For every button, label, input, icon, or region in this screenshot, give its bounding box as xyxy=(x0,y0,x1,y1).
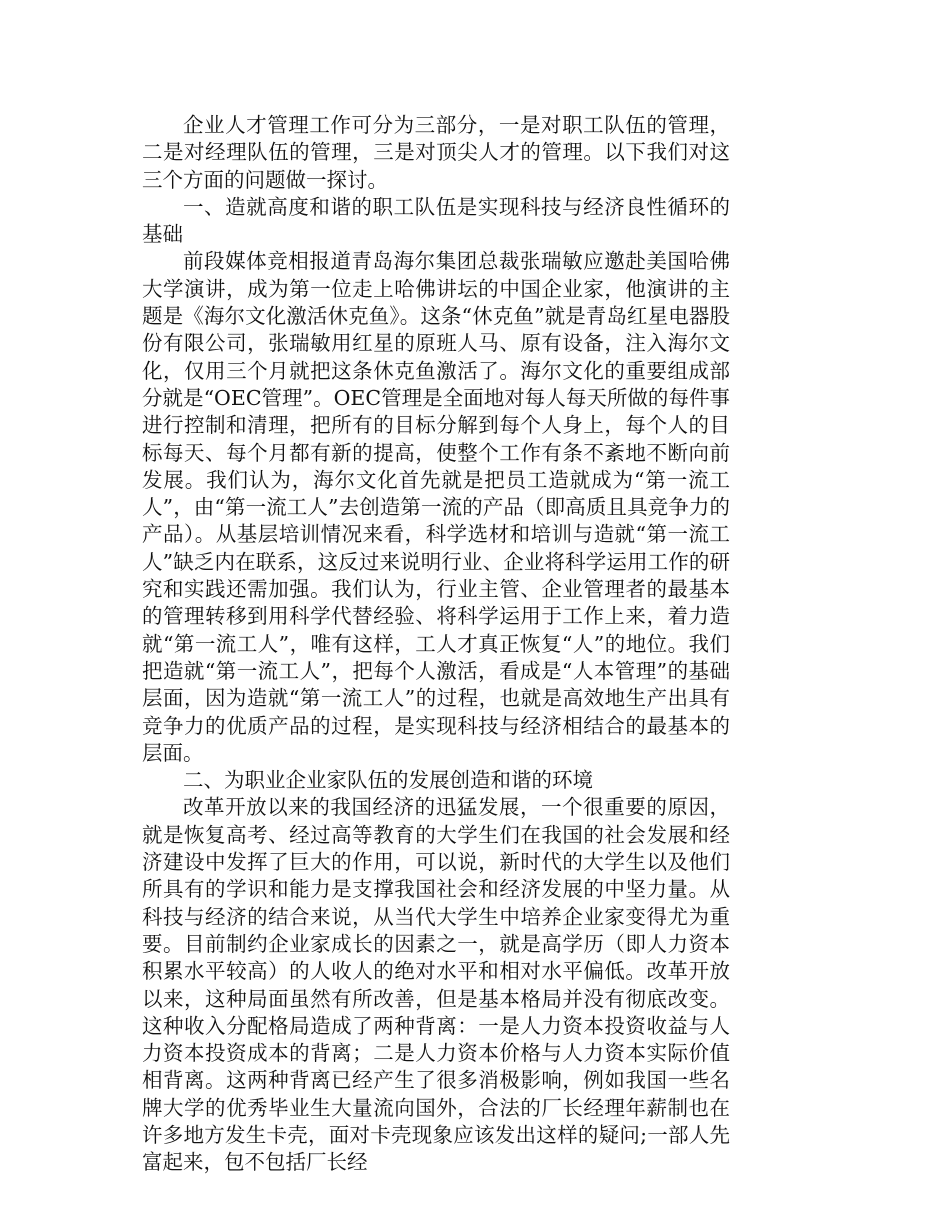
intro-paragraph: 企业人才管理工作可分为三部分，一是对职工队伍的管理，二是对经理队伍的管理，三是对顶尖人才的管理。以下我们对这三个方面的问题做一探讨。 xyxy=(142,113,730,192)
body-paragraph-entrepreneurs: 改革开放以来的我国经济的迅猛发展，一个很重要的原因，就是恢复高考、经过高等教育的大学生们在我国的社会发展和经济建设中发挥了巨大的作用，可以说，新时代的大学生以及他们所具有的学识和能力是支撑我国社会和经济发展的中坚力量。从科技与经济的结合来说，从当代大学生中培养企业家变得尤为重要。目前制约企业家成长的因素之一，就是高学历（即人力资本积累水平较高）的人收人的绝对水平和相对水平偏低。改革开放以来，这种局面虽然有所改善，但是基本格局并没有彻底改变。这种收入分配格局造成了两种背离：一是人力资本投资收益与人力资本投资成本的背离；二是人力资本价格与人力资本实际价值相背离。这两种背离已经产生了很多消极影响，例如我国一些名牌大学的优秀毕业生大量流向国外，合法的厂长经理年薪制也在许多地方发生卡壳，面对卡壳现象应该发出这样的疑问;一部人先富起来，包不包括厂长经 xyxy=(142,795,730,1175)
section-heading-2: 二、为职业企业家队伍的发展创造和谐的环境 xyxy=(183,768,593,793)
section-heading-1: 一、造就高度和谐的职工队伍是实现科技与经济良性循环的基础 xyxy=(142,194,730,247)
body-paragraph-haier: 前段媒体竞相报道青岛海尔集团总裁张瑞敏应邀赴美国哈佛大学演讲，成为第一位走上哈佛讲坛的中国企业家，他演讲的主题是《海尔文化激活休克鱼》。这条“休克鱼”就是青岛红星电器股份有限公司，张瑞敏用红星的原班人马、原有设备，注入海尔文化，仅用三个月就把这条休克鱼激活了。海尔文化的重要组成部分就是“OEC管理”。OEC管理是全面地对每人每天所做的每件事进行控制和清理，把所有的目标分解到每个人身上，每个人的目标每天、每个月都有新的提高，使整个工作有条不紊地不断向前发展。我们认为，海尔文化首先就是把员工造就成为“第一流工人”，由“第一流工人”去创造第一流的产品（即高质且具竞争力的产品）。从基层培训情况来看，科学选材和培训与造就“第一流工人”缺乏内在联系，这反过来说明行业、企业将科学运用工作的研究和实践还需加强。我们认为，行业主管、企业管理者的最基本的管理转移到用科学代替经验、将科学运用于工作上来，着力造就“第一流工人”，唯有这样，工人才真正恢复“人”的地位。我们把造就“第一流工人”，把每个人激活，看成是“人本管理”的基础层面，因为造就“第一流工人”的过程，也就是高效地生产出具有竞争力的优质产品的过程，是实现科技与经济相结合的最基本的层面。 xyxy=(142,249,730,765)
document-body xyxy=(142,112,730,1177)
